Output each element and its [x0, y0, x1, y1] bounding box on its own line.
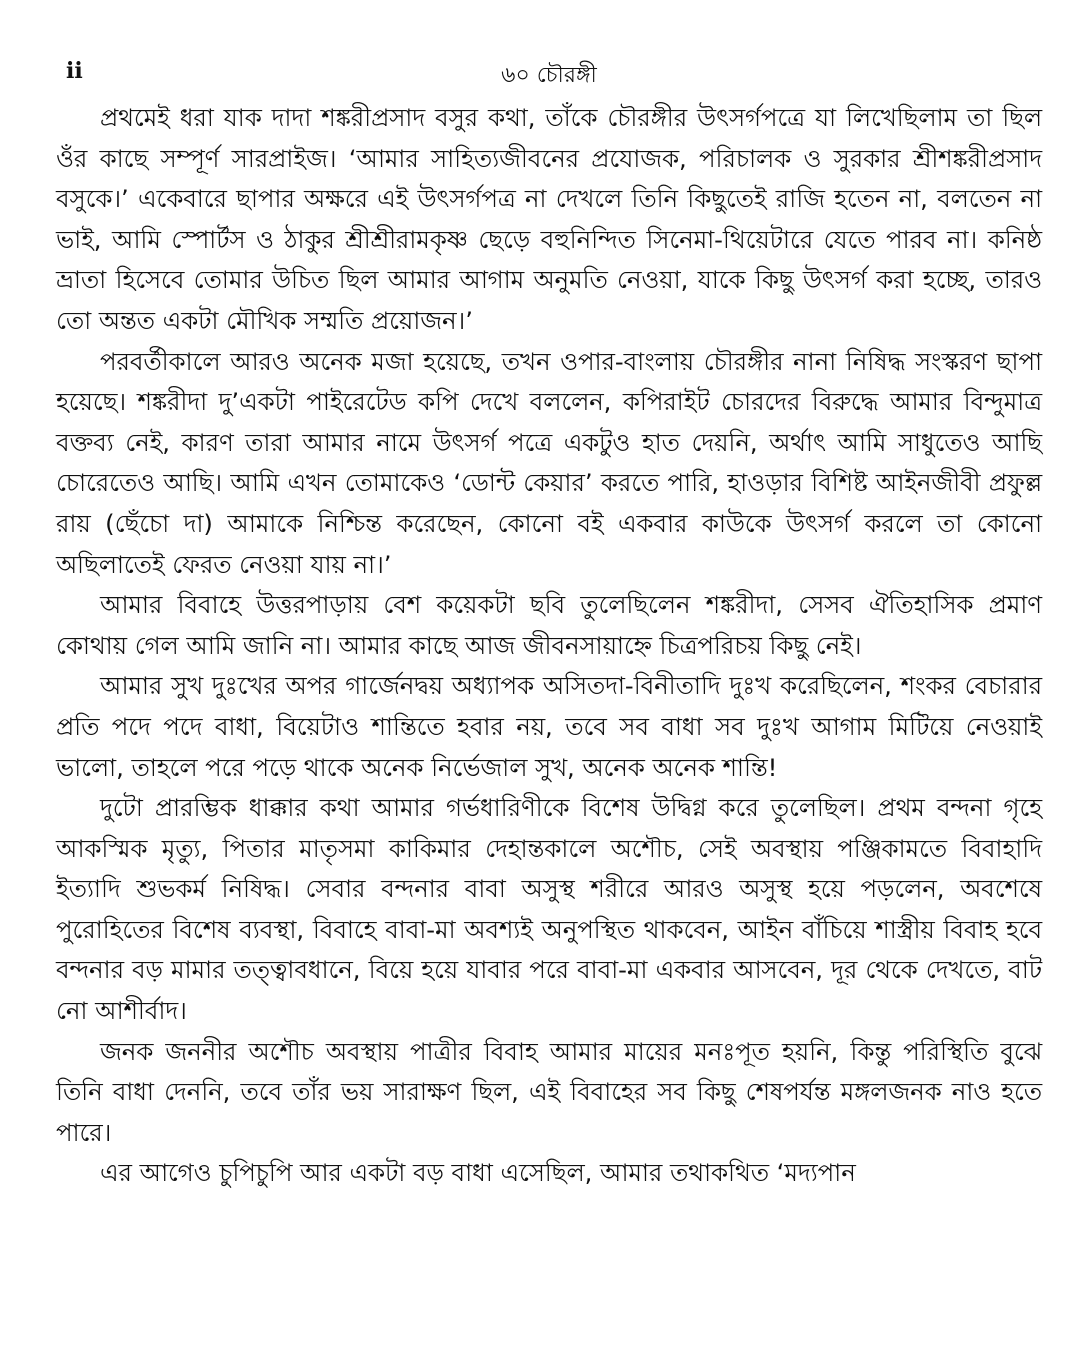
- paragraph: দুটো প্রারম্ভিক ধাক্কার কথা আমার গর্ভধারিণীকে বিশেষ উদ্বিগ্ন করে তুলেছিল। প্রথম বন্দনা গৃহে আকস্মিক মৃত্যু, পিতার মাতৃসমা কাকিমার দেহান্তকালে অশৌচ, সেই অবস্থায় পঞ্জিকামতে বিবাহাদি ইত্যাদি শুভকর্ম নিষিদ্ধ। সেবার বন্দনার বাবা অসুস্থ শরীরে আরও অসুস্থ হয়ে পড়লেন, অবশেষে পুরোহিতের বিশেষ ব্যবস্থা, বিবাহে বাবা-মা অবশ্যই অনুপস্থিত থাকবেন, আইন বাঁচিয়ে শাস্ত্রীয় বিবাহ হবে বন্দনার বড় মামার তত্ত্বাবধানে, বিয়ে হয়ে যাবার পরে বাবা-মা একবার আসবেন, দূর থেকে দেখতে, বাট নো আশীর্বাদ।: [56, 793, 1042, 1026]
- paragraph: প্রথমেই ধরা যাক দাদা শঙ্করীপ্রসাদ বসুর কথা, তাঁকে চৌরঙ্গীর উৎসর্গপত্রে যা লিখেছিলাম তা ছিল ওঁর কাছে সম্পূর্ণ সারপ্রাইজ। ‘আমার সাহিত্যজীবনের প্রযোজক, পরিচালক ও সুরকার শ্রীশঙ্করীপ্রসাদ বসুকে।’ একেবারে ছাপার অক্ষরে এই উৎসর্গপত্র না দেখলে তিনি কিছুতেই রাজি হতেন না, বলতেন না ভাই, আমি স্পোর্টস ও ঠাকুর শ্রীশ্রীরামকৃষ্ণ ছেড়ে বহুনিন্দিত সিনেমা-থিয়েটারে যেতে পারব না। কনিষ্ঠ ভ্রাতা হিসেবে তোমার উচিত ছিল আমার আগাম অনুমতি নেওয়া, যাকে কিছু উৎসর্গ করা হচ্ছে, তারও তো অন্তত একটা মৌখিক সম্মতি প্রয়োজন।’: [56, 103, 1042, 335]
- paragraph: আমার বিবাহে উত্তরপাড়ায় বেশ কয়েকটা ছবি তুলেছিলেন শঙ্করীদা, সেসব ঐতিহাসিক প্রমাণ কোথায় গেল আমি জানি না। আমার কাছে আজ জীবনসায়াহ্নে চিত্রপরিচয় কিছু নেই।: [56, 590, 1042, 660]
- paragraph: আমার সুখ দুঃখের অপর গার্জেনদ্বয় অধ্যাপক অসিতদা-বিনীতাদি দুঃখ করেছিলেন, শংকর বেচারার প্রতি পদে পদে বাধা, বিয়েটাও শান্তিতে হবার নয়, তবে সব বাধা সব দুঃখ আগাম মিটিয়ে নেওয়াই ভালো, তাহলে পরে পড়ে থাকে অনেক নির্ভেজাল সুখ, অনেক অনেক শান্তি!: [56, 671, 1042, 782]
- body-text: [56, 98, 1042, 1194]
- page-number: ii: [66, 58, 83, 84]
- paragraph: পরবর্তীকালে আরও অনেক মজা হয়েছে, তখন ওপার-বাংলায় চৌরঙ্গীর নানা নিষিদ্ধ সংস্করণ ছাপা হয়েছে। শঙ্করীদা দু’একটা পাইরেটেড কপি দেখে বললেন, কপিরাইট চোরদের বিরুদ্ধে আমার বিন্দুমাত্র বক্তব্য নেই, কারণ তারা আমার নামে উৎসর্গ পত্রে একটুও হাত দেয়নি, অর্থাৎ আমি সাধুতেও আছি চোরেতেও আছি। আমি এখন তোমাকেও ‘ডোন্ট কেয়ার’ করতে পারি, হাওড়ার বিশিষ্ট আইনজীবী প্রফুল্ল রায় (ছেঁচো দা) আমাকে নিশ্চিন্ত করেছেন, কোনো বই একবার কাউকে উৎসর্গ করলে তা কোনো অছিলাতেই ফেরত নেওয়া যায় না।’: [56, 346, 1042, 579]
- page-header: [56, 52, 1042, 92]
- paragraph: এর আগেও চুপিচুপি আর একটা বড় বাধা এসেছিল, আমার তথাকথিত ‘মদ্যপান: [100, 1158, 856, 1188]
- paragraph: জনক জননীর অশৌচ অবস্থায় পাত্রীর বিবাহ আমার মায়ের মনঃপূত হয়নি, কিন্তু পরিস্থিতি বুঝে তিনি বাধা দেননি, তবে তাঁর ভয় সারাক্ষণ ছিল, এই বিবাহের সব কিছু শেষপর্যন্ত মঙ্গলজনক নাও হতে পারে।: [56, 1036, 1042, 1147]
- running-title: ৬০ চৌরঙ্গী: [501, 63, 597, 88]
